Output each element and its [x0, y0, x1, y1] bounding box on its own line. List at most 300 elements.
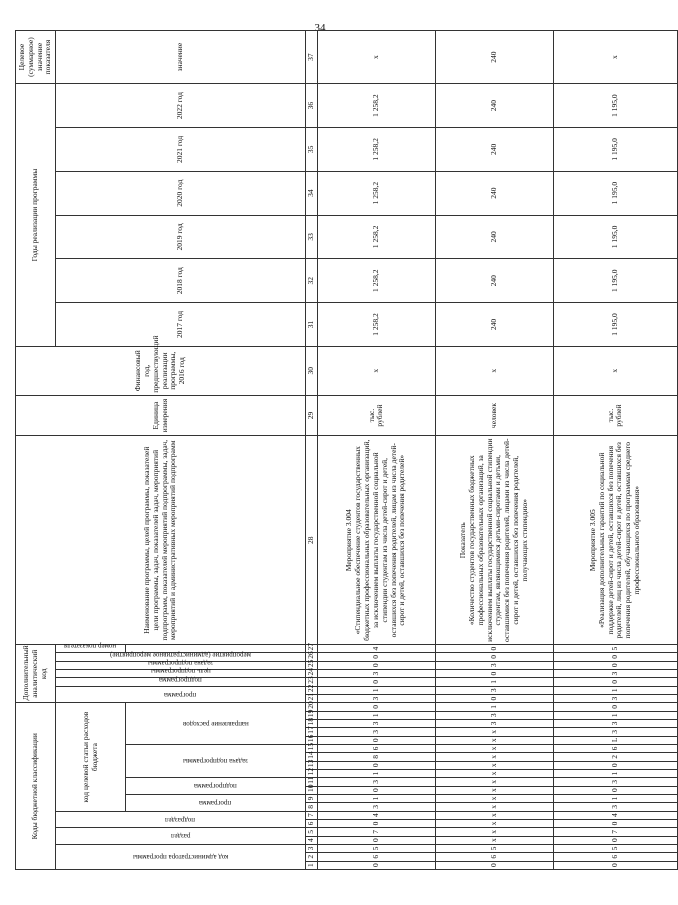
row-year-value-text: 1 195,0 [609, 269, 619, 292]
column-number-text: 24 [306, 667, 315, 676]
program-header [126, 795, 306, 812]
row-year-value-text: 1 258,2 [370, 269, 380, 292]
column-number-text: 36 [306, 101, 315, 110]
year-header-4 [56, 171, 306, 215]
code-digit: 0 [370, 838, 380, 843]
target-value-header [56, 31, 306, 84]
code-digit: L [609, 737, 619, 743]
year-header-3-text: 2019 год [175, 223, 185, 251]
column-number-text: 28 [306, 536, 315, 544]
code-cell [435, 795, 553, 803]
code-digit: х [488, 813, 498, 818]
column-number [306, 171, 318, 215]
column-number-text: 21 [306, 692, 315, 701]
row-year-value-text: 240 [488, 143, 498, 156]
code-digit: 0 [609, 863, 619, 867]
row-year-value [435, 215, 553, 259]
code-cell [435, 678, 553, 686]
code-digit: х [488, 804, 498, 809]
code-digit: 0 [609, 680, 619, 684]
add-indicator-header-text: номер показателя [64, 642, 117, 651]
code-digit: 1 [609, 771, 619, 776]
column-number-text: 37 [306, 53, 315, 61]
code-digit: х [488, 771, 498, 776]
code-cell [317, 853, 435, 861]
code-digit: 1 [370, 771, 380, 776]
row-year-value [553, 128, 677, 172]
row-year-value-text: 1 195,0 [609, 313, 619, 336]
table-row [435, 31, 553, 870]
year-header-1 [56, 303, 306, 347]
row-target-value [553, 31, 677, 84]
code-digit: 0 [609, 763, 619, 768]
code-digit: х [488, 838, 498, 843]
code-cell [553, 728, 677, 736]
code-digit: 3 [370, 779, 380, 784]
column-number-text: 31 [306, 320, 315, 329]
column-number [306, 259, 318, 303]
row-name-cell [317, 436, 435, 645]
fin-year-header [16, 335, 306, 395]
year-header-6 [56, 84, 306, 128]
row-year-value-text: 240 [488, 318, 498, 331]
row-year-value-text: 240 [488, 187, 498, 199]
code-cell [435, 695, 553, 703]
row-year-value-text: 1 258,2 [370, 94, 380, 117]
row-year-value-text: 1 195,0 [609, 138, 619, 161]
code-cell [435, 728, 553, 736]
table-row [553, 31, 677, 870]
row-year-value [553, 259, 677, 303]
code-digit: 1 [609, 713, 619, 718]
column-number [306, 303, 318, 347]
code-digit: 0 [609, 655, 619, 659]
code-digit: 6 [370, 746, 380, 751]
subprogram-goal-header [126, 745, 306, 778]
add-subprogram-header-text: подпрограмма [159, 675, 202, 684]
code-digit: 0 [609, 788, 619, 793]
code-cell [317, 728, 435, 736]
code-digit: 3 [370, 730, 380, 734]
column-number-text: 26 [306, 651, 315, 659]
row-year-value [317, 259, 435, 303]
code-digit: х [488, 788, 498, 793]
column-number [306, 128, 318, 172]
row-target-value-text: 240 [488, 51, 498, 63]
code-cell [317, 828, 435, 836]
column-number [306, 346, 318, 395]
code-cell [435, 853, 553, 861]
code-cell [553, 811, 677, 819]
code-digit: 4 [370, 646, 380, 651]
row-name: Мероприятие 3.004 «Стипендиальное обеспечение студентов государственных бюджетных профессиональных образовательных организаций, за исключением выплаты государственной социальной стипендии студентам из числа детей-сирот и детей, оставшихся без попечения родителей, лицам из числа детей-сирот и детей, оставшихся без попечения родителей» [344, 439, 407, 641]
column-number-text: 2 [306, 854, 315, 859]
code-digit: 3 [609, 730, 619, 734]
code-cell [435, 803, 553, 811]
column-number-text: 4 [306, 838, 315, 843]
table-body [317, 31, 677, 870]
row-name: Мероприятие 3.005 «Реализация дополнительных гарантий по социальной поддержке детей-сирот и детей, оставшихся без попечения родителей, лиц из числа детей-сирот и детей, оставшихся без попечения родителей, обучающихся по программам среднего профессионального образования» [587, 442, 642, 639]
subprogram-header [126, 778, 306, 795]
row-year-value-text: 240 [488, 99, 498, 112]
code-cell [435, 653, 553, 661]
code-cell [435, 703, 553, 711]
row-year-value [553, 84, 677, 128]
code-digit: х [488, 796, 498, 801]
code-cell [435, 845, 553, 853]
subprogram-goal-header-text: задача подпрограммы [182, 757, 249, 766]
code-cell [553, 736, 677, 744]
column-number-text: 9 [306, 796, 315, 801]
year-header-3 [56, 215, 306, 259]
code-cell [317, 661, 435, 669]
table-header [16, 31, 318, 870]
add-measure-header-text: мероприятие (административное мероприятие) [109, 650, 252, 659]
column-number-text: 5 [306, 829, 315, 834]
column-number [306, 853, 318, 861]
code-digit: 1 [609, 796, 619, 801]
code-cell [317, 836, 435, 844]
year-header-2 [56, 259, 306, 303]
code-digit: 3 [370, 671, 380, 676]
code-cell [553, 845, 677, 853]
column-number-text: 19 [306, 709, 315, 718]
years-group-header-text: Годы реализации программы [30, 168, 40, 262]
code-digit: 5 [609, 846, 619, 851]
add-task-header-text: задача подпрограммы [147, 659, 214, 668]
code-digit: 0 [370, 863, 380, 867]
code-digit: 3 [609, 721, 619, 726]
row-year-value [435, 84, 553, 128]
code-digit: 0 [370, 663, 380, 668]
row-year-value [435, 128, 553, 172]
code-digit: 0 [609, 705, 619, 709]
program-header-text: программа [199, 799, 232, 807]
code-cell [553, 786, 677, 794]
document-table-container [15, 30, 642, 870]
unit-header [16, 395, 306, 436]
code-cell [435, 661, 553, 669]
code-cell [553, 861, 677, 869]
code-cell [553, 661, 677, 669]
code-digit: 3 [488, 713, 498, 718]
code-digit: 6 [609, 854, 619, 859]
column-number-text: 32 [306, 276, 315, 285]
row-year-value-text: 1 195,0 [609, 94, 619, 117]
subsection-header [56, 811, 306, 828]
row-year-value [317, 84, 435, 128]
row-name-cell [553, 436, 677, 645]
row-unit-text: тыс. рублей [366, 404, 385, 427]
code-cell [553, 745, 677, 753]
code-cell [435, 811, 553, 819]
budget-codes-header [16, 703, 56, 870]
column-number-text: 1 [306, 863, 315, 867]
target-group-header [16, 31, 56, 84]
code-cell [317, 645, 435, 653]
code-digit: х [488, 779, 498, 784]
column-number-text: 13 [306, 759, 315, 768]
code-cell [317, 711, 435, 719]
row-year-value-text: 240 [488, 275, 498, 287]
code-cell [317, 736, 435, 744]
code-digit: 6 [609, 746, 619, 751]
column-number [306, 811, 318, 819]
column-number-text: 17 [306, 726, 315, 734]
code-digit: 0 [488, 863, 498, 867]
row-target-value-text: х [609, 55, 619, 59]
column-number [306, 845, 318, 853]
code-digit: 3 [609, 779, 619, 784]
code-digit: 7 [609, 829, 619, 834]
column-number-text: 30 [306, 367, 315, 375]
row-year-value [317, 128, 435, 172]
column-number [306, 795, 318, 803]
column-number-text: 10 [306, 784, 315, 793]
code-digit: 0 [370, 788, 380, 793]
code-digit: х [488, 763, 498, 768]
code-cell [435, 720, 553, 728]
row-target-value [317, 31, 435, 84]
code-digit: 1 [609, 688, 619, 693]
code-digit: 0 [488, 696, 498, 701]
row-unit [317, 395, 435, 436]
code-cell [553, 645, 677, 653]
column-number-text: 7 [306, 813, 315, 818]
column-number [306, 861, 318, 869]
code-digit: 5 [609, 646, 619, 651]
column-number [306, 786, 318, 794]
code-digit: 4 [370, 813, 380, 818]
code-digit: х [488, 821, 498, 826]
code-digit: 4 [609, 813, 619, 818]
code-cell [317, 795, 435, 803]
add-program-header [56, 686, 306, 703]
column-number-text: 27 [306, 642, 315, 651]
code-cell [435, 761, 553, 769]
column-number-text: 22 [306, 684, 315, 693]
code-digit: 0 [370, 763, 380, 768]
row-fin-year-text: х [370, 368, 380, 373]
code-cell [435, 836, 553, 844]
code-cell [435, 786, 553, 794]
target-article-header [56, 703, 126, 811]
admin-code-header-text: код администратора программы [132, 853, 229, 862]
column-number-text: 20 [306, 701, 315, 709]
code-digit: 0 [370, 680, 380, 684]
year-header-2-text: 2018 год [175, 267, 185, 295]
code-cell [435, 778, 553, 786]
code-cell [317, 653, 435, 661]
fin-year-header-text: Финансовый год, предшествующий реализации программы, 2016 год [132, 335, 187, 393]
code-cell [553, 770, 677, 778]
code-digit: 0 [370, 705, 380, 709]
code-digit: 1 [370, 713, 380, 718]
column-number-text: 15 [306, 742, 315, 751]
code-cell [553, 795, 677, 803]
column-number-text: 6 [306, 821, 315, 826]
row-name-cell [435, 436, 553, 645]
column-number-text: 29 [306, 411, 315, 420]
subprogram-header-text: подпрограмма [194, 782, 237, 791]
column-number [306, 836, 318, 844]
code-digit: 3 [488, 721, 498, 726]
row-year-value [553, 171, 677, 215]
row-year-value-text: 240 [488, 231, 498, 243]
target-article-header-text: код целевой статьи расходов бюджета [80, 711, 99, 803]
code-digit: 0 [370, 738, 380, 743]
code-cell [553, 803, 677, 811]
program-table [15, 30, 678, 870]
target-value-header-text: значение [175, 42, 185, 72]
code-cell [317, 778, 435, 786]
code-cell [317, 845, 435, 853]
code-digit: 0 [488, 671, 498, 676]
section-header [56, 828, 306, 845]
code-cell [317, 770, 435, 778]
code-digit: х [488, 738, 498, 743]
code-digit: 1 [370, 796, 380, 801]
add-subprogram-header [56, 675, 306, 686]
row-unit-text: человек [488, 403, 498, 429]
column-number-text: 16 [306, 734, 315, 743]
code-cell [317, 761, 435, 769]
row-unit [435, 395, 553, 436]
code-cell [553, 711, 677, 719]
code-digit: 1 [488, 705, 498, 709]
row-year-value-text: 1 258,2 [370, 313, 380, 336]
column-number-text: 25 [306, 659, 315, 668]
code-cell [553, 670, 677, 678]
code-cell [435, 828, 553, 836]
column-number [306, 436, 318, 645]
code-cell [553, 703, 677, 711]
code-cell [553, 695, 677, 703]
code-cell [553, 678, 677, 686]
code-cell [435, 711, 553, 719]
column-number [306, 215, 318, 259]
code-cell [435, 670, 553, 678]
code-digit: 3 [370, 721, 380, 726]
code-cell [317, 753, 435, 761]
additional-code-header [16, 645, 56, 703]
column-number-text: 3 [306, 846, 315, 851]
code-cell [317, 686, 435, 694]
code-digit: 0 [609, 663, 619, 668]
years-group-header [16, 84, 56, 347]
row-year-value [435, 259, 553, 303]
code-cell [317, 820, 435, 828]
row-fin-year-text: х [488, 368, 498, 373]
code-cell [317, 678, 435, 686]
budget-codes-header-text: Коды бюджетной классификации [30, 733, 40, 840]
code-cell [553, 828, 677, 836]
code-digit: 6 [488, 854, 498, 859]
row-year-value-text: 1 258,2 [370, 225, 380, 249]
code-cell [435, 686, 553, 694]
row-fin-year-text: х [609, 368, 619, 373]
code-digit: 6 [370, 854, 380, 859]
add-program-header-text: программа [164, 690, 197, 699]
year-header-5-text: 2021 год [175, 135, 185, 163]
column-number [306, 828, 318, 836]
code-cell [317, 703, 435, 711]
code-cell [317, 786, 435, 794]
row-fin-year [435, 346, 553, 395]
code-cell [317, 695, 435, 703]
row-year-value-text: 1 195,0 [609, 181, 619, 205]
code-digit: 3 [370, 696, 380, 701]
code-cell [553, 853, 677, 861]
code-digit: 2 [609, 754, 619, 759]
column-number-text: 14 [306, 751, 315, 759]
code-cell [435, 820, 553, 828]
column-number [306, 395, 318, 436]
column-number [306, 803, 318, 811]
code-digit: 5 [488, 846, 498, 851]
code-digit: х [488, 829, 498, 834]
column-number [306, 820, 318, 828]
row-year-value-text: 1 258,2 [370, 181, 380, 205]
row-year-value [317, 303, 435, 347]
additional-code-header-text: Дополнительный аналитический код [21, 645, 48, 701]
code-cell [553, 761, 677, 769]
row-year-value [317, 171, 435, 215]
column-number-text: 18 [306, 717, 315, 726]
expense-direction-header [126, 703, 306, 745]
row-unit [553, 395, 677, 436]
row-target-value [435, 31, 553, 84]
code-digit: х [488, 746, 498, 751]
year-header-4-text: 2020 год [175, 179, 185, 207]
admin-code-header [56, 845, 306, 870]
code-digit: 8 [370, 754, 380, 759]
year-header-1-text: 2017 год [175, 310, 185, 339]
code-cell [317, 745, 435, 753]
add-goal-header-text: цель подпрограммы [150, 667, 211, 676]
code-digit: х [488, 754, 498, 759]
unit-header-text: Единица измерения [150, 398, 169, 433]
code-cell [435, 770, 553, 778]
row-year-value [435, 171, 553, 215]
code-digit: 3 [488, 688, 498, 693]
column-number [306, 31, 318, 84]
code-cell [553, 720, 677, 728]
code-cell [435, 861, 553, 869]
row-target-value-text: х [370, 55, 380, 59]
code-digit: 0 [488, 646, 498, 651]
column-number-text: 33 [306, 233, 315, 241]
code-digit: 7 [370, 829, 380, 834]
column-number-text: 34 [306, 189, 315, 197]
row-fin-year [553, 346, 677, 395]
code-cell [553, 778, 677, 786]
code-cell [317, 670, 435, 678]
name-header-text: Наименование программы, целей программы, показателей цели программы, задач, показателей задач, мероприятий подпрограмм, показателей мероприятий подпрограммы, задач, мероприятий и административных мероприятий подпрограмм [141, 439, 178, 641]
column-number [306, 84, 318, 128]
column-number-text: 11 [306, 776, 315, 784]
code-cell [317, 803, 435, 811]
row-year-value [317, 215, 435, 259]
column-number-text: 35 [306, 145, 315, 154]
code-digit: 0 [609, 838, 619, 843]
code-digit: х [488, 730, 498, 734]
code-digit: 0 [370, 821, 380, 826]
code-digit: 0 [370, 655, 380, 659]
column-number-text: 8 [306, 804, 315, 809]
code-digit: 0 [609, 821, 619, 826]
code-cell [435, 736, 553, 744]
